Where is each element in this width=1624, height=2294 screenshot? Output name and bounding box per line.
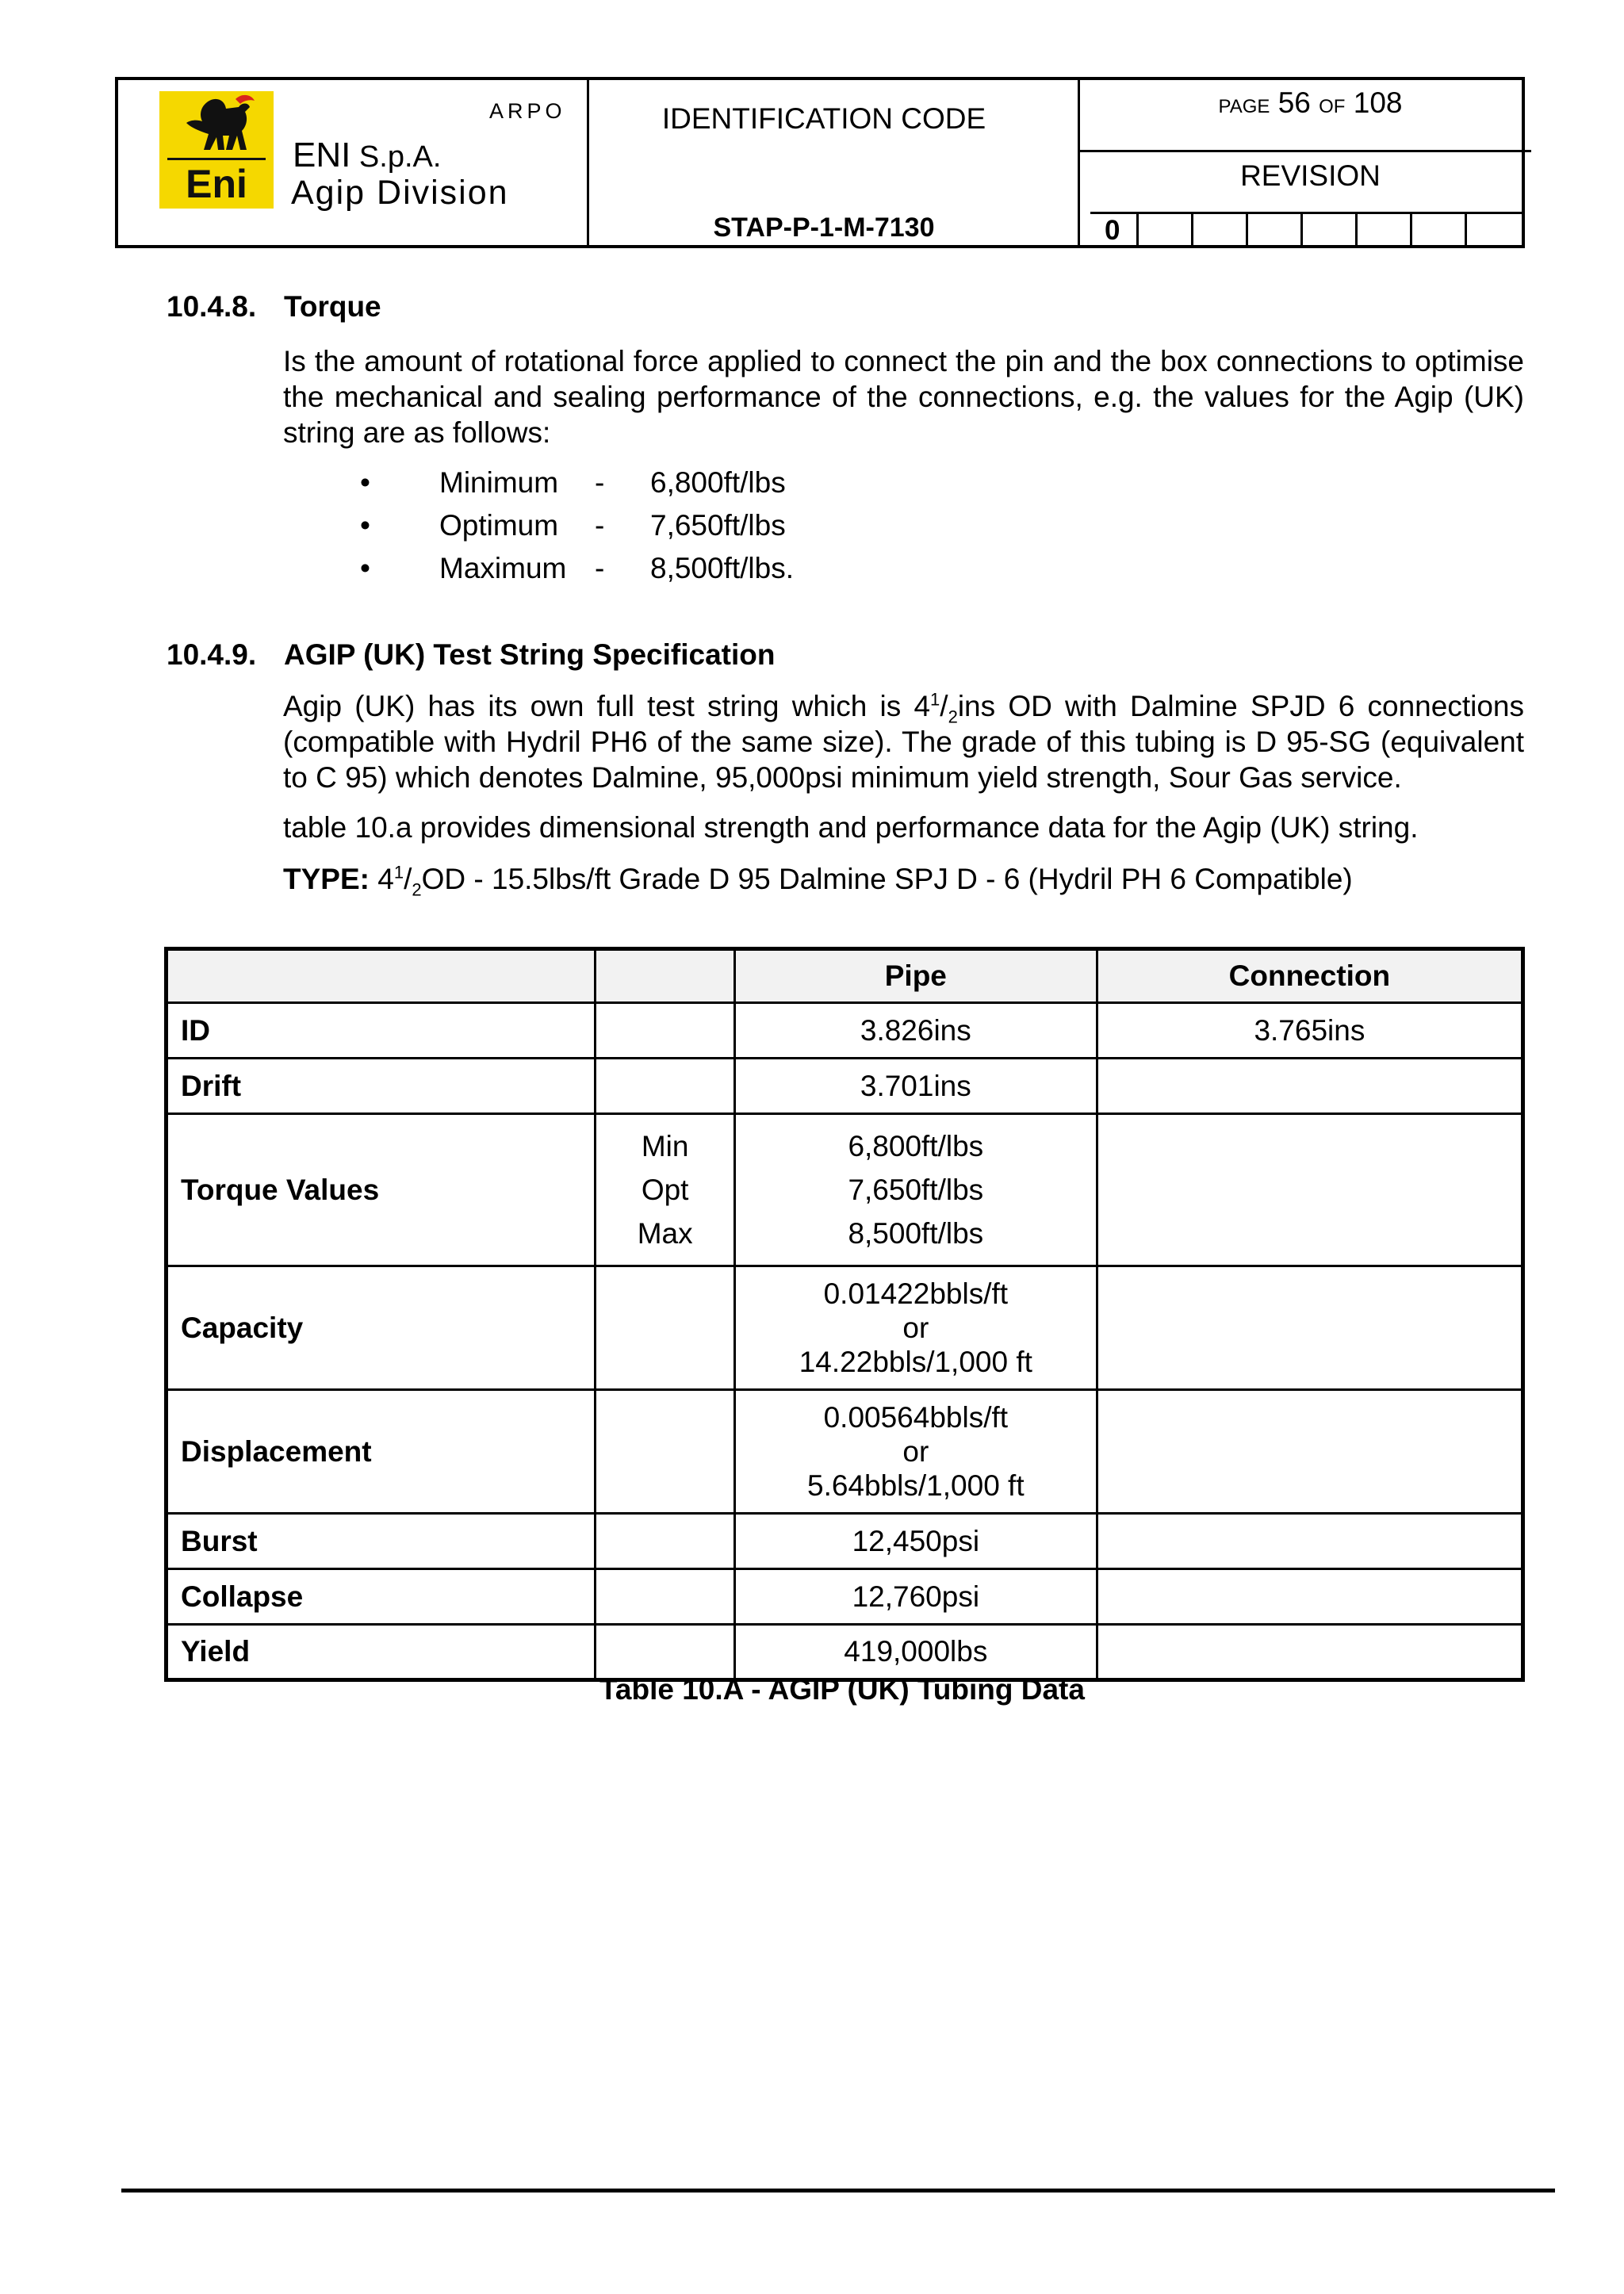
id-code-value: STAP-P-1-M-7130	[713, 213, 935, 243]
column-header	[167, 949, 596, 1003]
table-intro-paragraph: table 10.a provides dimensional strength and performance data for the Agip (UK) string.	[283, 811, 1419, 844]
revision-cell	[1410, 213, 1412, 248]
division-name: Agip Division	[291, 174, 509, 212]
table-cell: 12,760psi	[734, 1569, 1097, 1625]
table-cell: Min Opt Max	[596, 1114, 734, 1266]
tubing-data-table	[164, 947, 1525, 1682]
column-header: Connection	[1097, 949, 1522, 1003]
spec-paragraph: Agip (UK) has its own full test string which is $4^1/_2ins$ OD with Dalmine SPJD 6 connections (compatible with Hydril PH6 of the same size). The grade of this tubing is D 95-SG (equivalent to C 95) which denotes Dalmine, 95,000psi minimum yield strength, Sour Gas service.	[283, 689, 1524, 794]
column-header	[596, 949, 734, 1003]
footer-rule	[121, 2189, 1555, 2193]
table-cell	[596, 1390, 734, 1514]
revision-label: REVISION	[1240, 159, 1381, 192]
revision-cell	[1465, 213, 1467, 248]
table-row	[167, 1514, 1523, 1569]
revision-cell	[1246, 213, 1248, 248]
table-cell	[596, 1569, 734, 1625]
table-cell	[1097, 1114, 1522, 1266]
table-cell: 419,000lbs	[734, 1625, 1097, 1680]
revision-cell	[1355, 213, 1358, 248]
table-row	[167, 1003, 1523, 1059]
row-label: Collapse	[167, 1569, 596, 1625]
table-cell	[1097, 1059, 1522, 1114]
header-divider	[1078, 80, 1080, 245]
section-heading-spec: 10.4.9. AGIP (UK) Test String Specification	[167, 638, 776, 671]
table-cell	[596, 1059, 734, 1114]
type-line: TYPE: $4^1/_2OD - 15.5lbs/ft$ Grade D 95 Dalmine SPJ D - 6 (Hydril PH 6 Compatible)	[283, 862, 1353, 900]
table-cell	[1097, 1514, 1522, 1569]
row-label: Capacity	[167, 1266, 596, 1390]
page-number: PAGE 56 OF 108	[1218, 86, 1403, 119]
table-cell	[1097, 1625, 1522, 1680]
revision-cell	[1300, 213, 1303, 248]
table-cell	[596, 1625, 734, 1680]
table-cell	[1097, 1266, 1522, 1390]
revision-cell	[1136, 213, 1139, 248]
table-cell	[596, 1266, 734, 1390]
header-divider	[587, 80, 589, 245]
logo-text: Eni	[186, 162, 247, 206]
table-cell: 0.01422bbls/ft or 14.22bbls/1,000 ft	[734, 1266, 1097, 1390]
row-label: ID	[167, 1003, 596, 1059]
table-row	[167, 1266, 1523, 1390]
eni-logo	[159, 91, 274, 209]
table-row	[167, 1625, 1523, 1680]
row-label: Displacement	[167, 1390, 596, 1514]
row-label: Torque Values	[167, 1114, 596, 1266]
arpo-label: ARPO	[489, 99, 566, 123]
table-cell: 3.765ins	[1097, 1003, 1522, 1059]
row-label: Burst	[167, 1514, 596, 1569]
table-row	[167, 1390, 1523, 1514]
company-name: ENI S.p.A.	[293, 136, 442, 174]
table-cell	[1097, 1569, 1522, 1625]
table-cell: 3.826ins	[734, 1003, 1097, 1059]
table-row	[167, 1059, 1523, 1114]
table-cell: 0.00564bbls/ft or 5.64bbls/1,000 ft	[734, 1390, 1097, 1514]
document-header	[115, 77, 1525, 248]
row-label: Yield	[167, 1625, 596, 1680]
table-cell: 12,450psi	[734, 1514, 1097, 1569]
header-rule	[1090, 212, 1525, 214]
row-label: Drift	[167, 1059, 596, 1114]
revision-cell	[1191, 213, 1193, 248]
torque-paragraph: Is the amount of rotational force applied to connect the pin and the box connections to optimise the mechanical and sealing performance of the connections, e.g. the values for the Agip (UK) string are as follows:	[283, 345, 1524, 449]
table-cell	[596, 1003, 734, 1059]
revision-value: 0	[1105, 215, 1120, 246]
table-header-row	[167, 949, 1523, 1003]
header-rule	[1079, 150, 1531, 152]
column-header: Pipe	[734, 949, 1097, 1003]
table-cell	[1097, 1390, 1522, 1514]
table-cell: 3.701ins	[734, 1059, 1097, 1114]
table-cell	[596, 1514, 734, 1569]
table-caption: Table 10.A - AGIP (UK) Tubing Data	[599, 1673, 1085, 1706]
table-row	[167, 1114, 1523, 1266]
section-heading-torque: 10.4.8. Torque	[167, 290, 381, 323]
table-row	[167, 1569, 1523, 1625]
id-code-label: IDENTIFICATION CODE	[661, 102, 986, 135]
table-cell: 6,800ft/lbs 7,650ft/lbs 8,500ft/lbs	[734, 1114, 1097, 1266]
